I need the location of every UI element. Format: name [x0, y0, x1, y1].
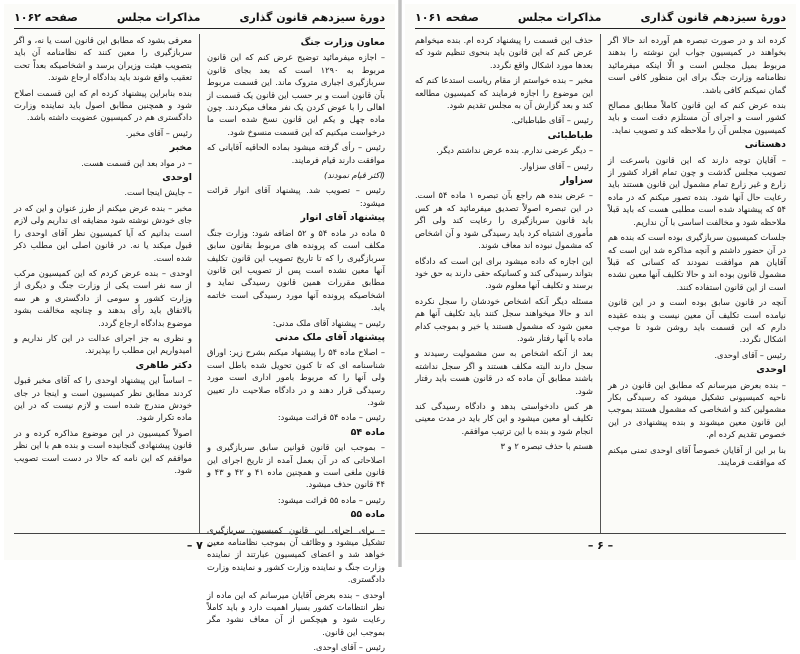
paragraph: – برای اجرای این قانون کمیسیون سربازگیری تشکیل میشود و وظائف آن بموجب نظامنامه معین خواهد شد و اعضای کمیسیون عبارتند از نماینده وزارت جنگ و نماینده وزارت کشور و نماینده وزارت دادگستری. [207, 524, 385, 585]
right-column-divider [600, 34, 601, 534]
left-page-header [14, 8, 385, 26]
paragraph: رئیس – آقای سزاوار. [519, 160, 593, 171]
left-page [4, 4, 395, 653]
paragraph: رئیس – آقای اوحدی. [714, 349, 786, 360]
right-page-number: – ۶ – [587, 539, 614, 552]
paragraph: جلسات کمیسیون سربازگیری بوده است که بنده هم در آن حضور داشتم و آنچه مذاکره شد این است که آقایان هم موافقت نمودند که کسانی که قبلاً مشمول قانون بوده اند و حالا تکلیف آنها معین نشده است از این قانون استفاده کنند. [608, 232, 786, 292]
paragraph: رئیس – ماده ۵۴ قرائت میشود: [277, 412, 385, 423]
speaker-heading: معاون وزارت جنگ [300, 37, 385, 48]
left-page-subtitle: دورهٔ سیزدهم قانون گذاری [239, 10, 385, 24]
paragraph: رئیس – پیشنهاد آقای ملک مدنی: [272, 317, 385, 328]
paragraph: هر کس دادخواستی بدهد و دادگاه رسیدگی کند تکلیف او معین میشود و این کار باید در مدت معینی انجام شود و بنده با این ترتیب موافقم. [415, 400, 593, 436]
speaker-heading: ماده ۵۴ [350, 426, 385, 438]
left-header-rule [14, 28, 385, 29]
speaker-heading: اوحدی [756, 364, 786, 376]
paragraph: رئیس – رأی گرفته میشود بماده الحاقیه آقایانی که موافقت دارند قیام فرمایند. [207, 142, 385, 165]
paragraph: اوحدی – بنده بعرض آقایان میرسانم که این ماده از نظر انتظامات کشور بسیار اهمیت دارد و باید کاملاً رعایت شود و هیچکس از آن معاف نشود مگر بموجب این قانون. [207, 589, 385, 637]
paragraph: اصولاً کمیسیون در این موضوع مذاکره کرده و در قانون پیشنهادی گنجانیده است و بنده هم با این نظر موافقم که این نامه که حالا در دست است تصویب شود. [14, 427, 192, 475]
speaker-heading: ماده ۵۵ [350, 509, 385, 521]
speaker-heading: مخبر [169, 142, 192, 154]
paragraph: بعد از آنکه اشخاص به سن مشمولیت رسیدند و سجل دارند البته مکلف هستند و اگر سجل نداشته باشند مطابق آن ماده که در قانون هست باید رفتار شود. [415, 348, 593, 396]
paragraph: معرفی بشود که مطابق این قانون است یا نه، و اگر سربازگیری را معین کنند که نظامنامه آن باید بتصویب هیئت وزیران برسد و اشخاصیکه بعداً تحت تعقیب واقع شوند باید بدادگاه ارجاع شوند. [14, 35, 192, 83]
paragraph: – بموجب این قانون قوانین سابق سربازگیری و اصلاحاتی که در آن بعمل آمده از تاریخ اجرای این قانون ملغی است و همچنین ماده ۴۱ و ۴۲ و ۴۳ و ۴۴ قانون حذف میشود. [207, 442, 385, 490]
right-page-subtitle: مذاکرات مجلس [517, 10, 602, 24]
paragraph: و نظری به جز اجرای عدالت در این کار نداریم و امیدواریم این مطلب را بپذیرند. [14, 332, 192, 356]
left-page-number: – ۷ – [186, 539, 213, 552]
paragraph: مخبر – بنده عرض میکنم از طرز عنوان و این که در جای خودش نوشته شود مضایقه ای نداریم ولی لازم است بدانیم که آیا کمیسیون نظر آقای اوحدی را قبول میکند یا نه. در قانون اصلی این مطلب ذکر شده است. [14, 202, 192, 263]
paragraph: – آقایان توجه دارند که این قانون باسرعت از تصویب مجلس گذشت و چون تمام افراد کشور از زارع و غیر زارع تمام مشمول این قانون هستند باید رعایت حال آنها شود. بنده تصور میکنم که در ماده ۵۴ که پیشنهاد شده است مطلبی هست که باید قبلاً ملاحظه شود و مخالفت اساسی با آن نداریم. [608, 154, 786, 227]
speaker-heading: پیشنهاد آقای انوار [300, 212, 385, 224]
paragraph: رئیس – ماده ۵۵ قرائت میشود: [277, 494, 385, 505]
book-gutter [398, 0, 402, 567]
speaker-heading: سزاوار [560, 175, 593, 187]
paragraph: بنا بر این از آقایان خصوصاً آقای اوحدی تمنی میکنم که موافقت فرمایند. [608, 444, 786, 467]
paragraph: – بنده بعرض میرسانم که مطابق این قانون در هر ناحیه کمیسیونی تشکیل میشود که رسیدگی بکار مشمولین کند و اشخاصی که مشمول هستند بموجب این قانون معین میشوند و بنده پیشنهادی در این خصوص تقدیم کرده ام. [608, 379, 786, 440]
right-header-rule [415, 28, 786, 29]
left-page-title: مذاکرات مجلس [116, 10, 201, 24]
paragraph: – اصلاح ماده ۵۴ را پیشنهاد میکنم بشرح زیر: اوراق شناسنامه ای که تا کنون تحویل شده باطل است ولی آنها را که مربوط بامور اداری است مورد رسیدگی قرار دهند و در دادگاه صلاحیت دار تعیین شود. [207, 347, 386, 407]
right-footer-rule [415, 533, 786, 534]
paragraph: حذف این قسمت را پیشنهاد کرده ام. بنده میخواهم عرض کنم که این قانون باید بنحوی تنظیم شود که بعدها مورد اشکال واقع نگردد. [415, 35, 593, 70]
right-page [405, 4, 796, 560]
paragraph: بنده عرض کنم که این قانون کاملاً مطابق مصالح کشور است و اجرای آن مستلزم دقت است و باید کمیسیون مجلس آن را ملاحظه کند و تصویب نماید. [608, 100, 786, 135]
left-footer-rule [14, 533, 385, 534]
paragraph: – اجازه میفرمائید توضیح عرض کنم که این قانون مربوط به ۱۲۹۰ است که بعد بجای قانون سربازگیری اجباری متروک ماند. این قسمت مربوط بآن قانون است و بر حسب این قانون یک قسمت از اهالی را با عوض کردن یک نفر معاف میکردند. چون ماده چهل و یکم این قانون نسخ شده است ما درخواست میکنیم که این قسمت منسوخ شود. [207, 52, 385, 137]
speaker-heading: دهستانی [744, 139, 786, 151]
speaker-heading: اوحدی [162, 172, 192, 184]
paragraph: رئیس – تصویب شد. پیشنهاد آقای انوار قرائت میشود: [207, 185, 385, 208]
paragraph: – در مواد بعد این قسمت هست. [81, 157, 192, 168]
right-page-title: دورهٔ سیزدهم قانون گذاری [640, 10, 786, 24]
speaker-heading: طباطبائی [547, 129, 593, 141]
paragraph: – دیگر عرضی ندارم. بنده عرض نداشتم دیگر. [436, 145, 593, 156]
speaker-heading: دکتر طاهری [135, 359, 192, 371]
paragraph: – عرض بنده هم راجع بآن تبصره ۱ ماده ۵۴ است. در این تبصره اصولاً تصدیق میفرمائید که هر کس باید قانون سربازگیری را رعایت کند ولی اگر مأموری اشتباه کرد باید رسیدگی شود و آن اشخاص که مشمول نبوده اند معاف شوند. [415, 190, 593, 251]
paragraph: رئیس – آقای طباطبائی. [511, 115, 593, 126]
right-page-label: صفحه ۱۰۶۱ [415, 10, 479, 24]
paragraph: مخبر – بنده خواستم از مقام ریاست استدعا کنم که این موضوع را اجازه فرمایند که کمیسیون مطالعه کند و بعد گزارش آن به مجلس تقدیم شود. [415, 75, 593, 111]
left-page-label: صفحه ۱۰۶۲ [14, 10, 78, 24]
paragraph: اوحدی – بنده عرض کردم که این کمیسیون مرکب از سه نفر است یکی از وزارت جنگ و دیگری از وزارت کشور و سومی از دادگستری و هر سه بالاتفاق باید رأی بدهند و چنانچه مخالفت بشود موضوع بدادگاه ارجاع گردد. [14, 267, 192, 328]
paragraph: – جایش اینجا است. [124, 187, 192, 198]
paragraph: رئیس – آقای مخبر. [125, 127, 192, 138]
left-page-col-right [207, 34, 386, 653]
paragraph: – اساساً این پیشنهاد اوحدی را که آقای مخبر قبول کردند مطابق نظر کمیسیون است و اینجا در جای خودش مندرج شده است و لازم نیست که در این ماده تکرار شود. [14, 375, 192, 423]
speaker-heading: پیشنهاد آقای ملک مدنی [275, 331, 385, 343]
paragraph: آنچه در قانون سابق بوده است و در این قانون نیامده است تکلیف آن معین نیست و بنده عقیده دارم که این قسمت باید روشن شود تا موجب اشکال نگردد. [608, 297, 786, 345]
paragraph: هستم با حذف تبصره ۲ و ۳ [500, 441, 593, 452]
left-page-col-left [14, 34, 192, 534]
paragraph: مسئله دیگر آنکه اشخاص خودشان را سجل نکرده اند و حالا میخواهند سجل کنند باید تکلیف آنها هم معین شود که مشمول هستند یا خیر و بموجب کدام ماده با آنها رفتار شود. [415, 295, 593, 343]
paragraph: کرده اند و در صورت تبصره هم آورده اند حالا اگر بخواهند در کمیسیون جواب این نوشته را بدهند مربوط بمیل مجلس است و الّا اینکه میفرمائید نظامنامه وزارت جنگ برای این منظور کافی است گمان نمیکنم کافی باشد. [608, 35, 786, 95]
paragraph: این اجازه که داده میشود برای این است که دادگاه بتواند رسیدگی کند و کسانیکه حقی دارند به حق خود برسند و تکلیف آنها معلوم شود. [415, 255, 593, 291]
paragraph: بنده بنابراین پیشنهاد کرده ام که این قسمت اصلاح شود و همچنین مطابق اصول باید نماینده وزارت دادگستری هم در کمیسیون عضویت داشته باشد. [14, 87, 192, 123]
paragraph: (اکثر قیام نمودند) [324, 170, 385, 181]
right-page-col-right [608, 34, 786, 534]
paragraph: ۵ ماده در ماده ۵۴ و ۵۲ اضافه شود: وزارت جنگ مکلف است که پرونده های مربوط بقانون سابق سربازگیری را که تا تاریخ تصویب این قانون تکلیف آنها معین نشده است پس از تصویب این قانون مطابق مقررات همین قانون رسیدگی نماید و اشخاصیکه پرونده آنها مورد رسیدگی است خاتمه یابد. [207, 227, 385, 313]
left-column-divider [199, 34, 200, 534]
paragraph: رئیس – آقای اوحدی. [313, 642, 385, 653]
right-page-col-left [415, 34, 593, 534]
right-page-header [415, 8, 786, 26]
